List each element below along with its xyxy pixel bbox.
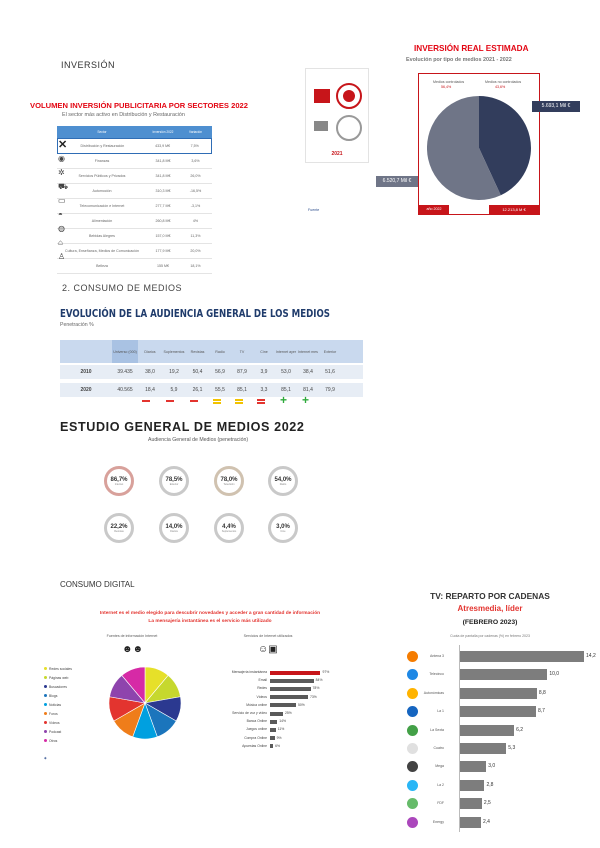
egm-title: ESTUDIO GENERAL DE MEDIOS 2022 <box>60 420 305 434</box>
tv-bar <box>460 706 536 717</box>
egm-circle <box>104 513 134 543</box>
tv-subtitle: Atresmedia, líder <box>457 604 523 613</box>
tv-bar-value: 8,8 <box>538 689 546 696</box>
digital-bar-value: 97% <box>322 670 330 674</box>
tv-bar <box>460 651 584 662</box>
header-sector: Sector <box>97 130 107 134</box>
legend-dot-icon <box>44 676 47 679</box>
tv-bar <box>460 725 514 736</box>
col-cine: Cine <box>260 349 268 354</box>
cell-internet-mes: 81,4 <box>303 387 313 393</box>
cell-internet-ayer: 53,0 <box>281 369 291 375</box>
row-year: 2020 <box>80 387 92 393</box>
digital-bar-label: Email <box>258 678 267 683</box>
audiencia-row-2010 <box>60 365 363 379</box>
cell-sector: Bebidas Alegres <box>89 234 115 238</box>
cell-variacion: 20,0% <box>190 249 201 253</box>
tv-bar-label: FDF <box>437 801 444 806</box>
legend-dot-icon <box>44 703 47 706</box>
people-icon: ☻☻ <box>122 644 144 655</box>
trend-equal-icon <box>235 402 243 404</box>
egm-label: Revistas <box>114 529 124 533</box>
section-consumo-heading: 2. CONSUMO DE MEDIOS <box>62 283 183 293</box>
inv-real-subtitle: Evolución por tipo de medios 2021 - 2022 <box>406 57 512 63</box>
legend-no-controlados: Medios no controlados <box>485 80 522 84</box>
cell-variacion: 3,6% <box>191 159 200 163</box>
cell-inversion: 155 M€ <box>157 264 169 268</box>
tv-bar-value: 2,5 <box>483 800 491 807</box>
tv-bar-value: 8,7 <box>537 708 545 715</box>
inv-sectores-subtitle: El sector más activo en Distribución y Restauración <box>62 112 185 118</box>
legend-dot-icon <box>44 721 47 724</box>
controlados-swatch <box>314 89 330 103</box>
audiencia-header <box>60 340 363 363</box>
pie-legend <box>44 664 106 745</box>
tv-bar <box>460 743 506 754</box>
egm-circle <box>159 466 189 496</box>
trend-equal-icon <box>213 399 221 401</box>
pie-legend-item <box>44 718 106 727</box>
inv-table-row <box>57 184 212 199</box>
cell-inversion: 341,8 M€ <box>155 174 171 178</box>
legend-label: Redes sociales <box>49 666 72 671</box>
egm-label: Cine <box>280 529 286 533</box>
legend-dot-icon <box>44 730 47 733</box>
cell-inversion: 341,8 M€ <box>155 159 171 163</box>
inv-real-chart <box>418 73 540 215</box>
col-suplementos: Suplementos <box>163 349 185 354</box>
cell-inversion: 260,8 M€ <box>155 219 171 223</box>
audiencia-subtitle: Penetración % <box>60 322 94 328</box>
chat-icon: ☺▣ <box>258 644 278 655</box>
tv-bar-label: Energy <box>432 819 444 824</box>
egm-subtitle: Audiencia General de Medios (penetración) <box>148 437 249 443</box>
cell-tv: 85,1 <box>237 387 247 393</box>
cell-sector: Distribución y Restauración <box>80 144 125 148</box>
callout-right: 5.693,1 Mil € <box>532 101 580 112</box>
sector-icons <box>58 138 70 264</box>
tv-bar-value: 14,2 <box>586 653 596 659</box>
tv-bar-value: 5,3 <box>508 745 516 751</box>
cell-sector: Servicios Públicos y Privados <box>78 174 126 178</box>
beauty-icon: ♙ <box>58 252 66 261</box>
cell-universo: 40.565 <box>117 387 133 393</box>
egm-circle <box>104 466 134 496</box>
egm-label: Exterior <box>169 482 179 486</box>
digital-bar-value: 78% <box>312 686 320 691</box>
egm-value: 3,0% <box>276 523 290 530</box>
pie-legend-item <box>44 691 106 700</box>
tv-bar <box>460 688 537 699</box>
digital-bar <box>270 695 308 699</box>
tv-period: (FEBRERO 2023) <box>462 619 518 626</box>
pie-legend-item <box>44 709 106 718</box>
tv-bar <box>460 780 484 791</box>
cell-sector: Alimentación <box>91 219 113 223</box>
digital-bar-value: 73% <box>309 694 317 699</box>
tv-bar-value: 10,0 <box>549 671 560 678</box>
cell-sector: Telecomunicación e Internet <box>79 204 125 208</box>
legend-label: Vídeos <box>49 720 60 725</box>
legend-controlados: Medios controlados <box>433 80 465 84</box>
col-internet-ayer: Internet ayer <box>275 349 297 354</box>
inv-sectores-title: VOLUMEN INVERSIÓN PUBLICITARIA POR SECTORES 2022 <box>30 101 249 110</box>
cell-exterior: 51,6 <box>325 369 335 375</box>
digital-bar <box>270 671 320 675</box>
tv-bar-label: Cuatro <box>433 746 444 750</box>
cell-diarios: 38,0 <box>145 369 155 375</box>
digital-bar-label: Vídeos <box>256 694 267 699</box>
inv-table-row <box>57 169 212 184</box>
egm-value: 78,5% <box>165 476 183 483</box>
digital-bar <box>270 687 311 691</box>
cell-inversion: 277,7 M€ <box>155 204 171 208</box>
tv-bar-label: Telecinco <box>429 672 444 677</box>
cell-sector: Automoción <box>92 189 112 193</box>
legend-controlados-pct: 56,4% <box>441 85 452 89</box>
cell-diarios: 18,4 <box>145 387 155 393</box>
inv-table-row <box>57 138 212 154</box>
digital-bar <box>270 728 276 732</box>
cell-internet-mes: 38,4 <box>303 369 313 375</box>
egm-circle <box>214 513 244 543</box>
legend-dot-icon <box>44 694 47 697</box>
digital-bar-label: Mensajería instantánea <box>231 670 267 674</box>
drinks-icon: ◍ <box>58 224 65 233</box>
legend-label: Noticias <box>49 702 62 707</box>
food-icon: ◓ <box>58 210 63 219</box>
egm-label: Internet <box>114 482 124 486</box>
year-2021: 2021 <box>331 151 343 157</box>
col-internet-mes: Internet mes <box>298 349 318 354</box>
trend-down-icon <box>190 400 198 402</box>
cell-suplementos: 19,2 <box>169 369 179 375</box>
footer-total: 12.213,8 M € <box>489 205 539 214</box>
tv-bar-value: 2,4 <box>482 818 490 825</box>
row-year: 2010 <box>80 369 92 375</box>
egm-circle <box>214 466 244 496</box>
digital-bar-value: 6% <box>275 743 281 748</box>
tv-bar-value: 6,2 <box>516 726 524 733</box>
egm-label: Televisión <box>223 482 235 486</box>
egm-circle <box>268 513 298 543</box>
trend-up-icon: + <box>302 393 310 407</box>
digital-bar <box>270 712 283 716</box>
legend-label: Blogs <box>49 693 58 698</box>
trend-down-icon <box>142 400 150 402</box>
pie-legend-item <box>44 673 106 682</box>
digital-bar-value: 84% <box>315 678 323 683</box>
digital-headline-1: Internet es el medio elegido para descubrir novedades y acceder a gran cantidad de información <box>99 611 321 616</box>
audiencia-title: EVOLUCIÓN DE LA AUDIENCIA GENERAL DE LOS MEDIOS <box>60 308 330 320</box>
cell-inversion: 433,9 M€ <box>155 144 171 148</box>
digital-bar-value: 14% <box>279 719 287 724</box>
pie-legend-item <box>44 700 106 709</box>
trend-equal-down-icon <box>257 402 265 404</box>
digital-bar <box>270 736 275 740</box>
egm-label: Diarios <box>170 529 178 533</box>
cell-tv: 87,9 <box>237 369 247 375</box>
inv-real-title: INVERSIÓN REAL ESTIMADA <box>414 44 529 53</box>
digital-headline-2: La mensajería instantánea es el servicio más utilizado <box>148 619 272 624</box>
col-exterior: Exterior <box>323 349 337 354</box>
audiencia-row-2020 <box>60 383 363 397</box>
cell-exterior: 79,9 <box>325 387 335 393</box>
egm-value: 54,0% <box>274 476 292 483</box>
cell-variacion: 7,5% <box>190 144 199 148</box>
telecom-icon: ▭ <box>58 196 66 205</box>
inv-source: Fuente <box>308 208 320 212</box>
inv-table-row <box>57 214 212 229</box>
header-inversion: Inversión 2022 <box>152 130 174 134</box>
tv-bar-label: La Sexta <box>430 727 444 732</box>
bars-section-title: Servicios de Internet utilizados <box>243 634 293 638</box>
tv-note: Cuota de pantalla por cadenas (%) en febrero 2023 <box>450 634 530 638</box>
legend-no-controlados-pct: 43,6% <box>495 85 506 89</box>
no-controlados-ring <box>336 115 362 141</box>
cell-suplementos: 5,9 <box>170 387 178 393</box>
egm-label: Suplementos <box>221 529 237 533</box>
legend-label: Otros <box>49 738 58 743</box>
cell-sector: Cultura, Enseñanza, Medios de Comunicación <box>65 249 139 253</box>
digital-bar-label: Juegos online <box>246 727 267 732</box>
cell-variacion: 18,1% <box>190 264 201 268</box>
header-variacion: Variación <box>188 130 203 134</box>
cell-sector: Finanzas <box>94 159 110 163</box>
digital-bar-label: Música online <box>246 702 267 707</box>
digital-bar <box>270 703 296 707</box>
cell-radio: 55,5 <box>215 387 225 393</box>
cell-universo: 39.435 <box>117 369 133 375</box>
controlados-ring <box>336 83 362 109</box>
egm-label: Radio <box>279 482 287 486</box>
egm-value: 4,4% <box>222 523 236 530</box>
cell-variacion: 11,3% <box>190 234 201 238</box>
finance-icon: ◉ <box>58 154 65 163</box>
legend-dot-icon <box>44 739 47 742</box>
services-icon: ✲ <box>58 168 65 177</box>
digital-bar-value: 11% <box>277 727 285 732</box>
trend-equal-icon <box>213 402 221 404</box>
cell-variacion: -16,5% <box>189 189 202 193</box>
tv-bar-label: La 1 <box>437 709 444 714</box>
digital-bar-value: 25% <box>285 711 292 715</box>
digital-bar <box>270 744 273 748</box>
footer-year: año 2022 <box>419 205 449 214</box>
tv-title: TV: REPARTO POR CADENAS <box>430 591 550 601</box>
legend-dot-icon <box>44 667 47 670</box>
cell-inversion: 310,3 M€ <box>155 189 171 193</box>
legend-dot-icon <box>44 685 47 688</box>
cell-inversion: 177,9 M€ <box>155 249 171 253</box>
col-tv: TV <box>239 349 245 354</box>
egm-circle <box>159 513 189 543</box>
tv-bar-label: Antena 3 <box>429 654 444 658</box>
inv-table-row <box>57 154 212 169</box>
digital-bar-label: Servicio de voz y vídeo <box>232 711 267 715</box>
pie-legend-item <box>44 727 106 736</box>
callout-left: 6.520,7 Mil € <box>376 176 418 187</box>
digital-bar-label: Redes <box>257 686 267 691</box>
trend-equal-down-icon <box>257 399 265 401</box>
egm-value: 86,7% <box>110 476 128 483</box>
inv-table-row <box>57 244 212 259</box>
digital-pie <box>108 666 182 740</box>
inv-2021-card <box>305 68 369 163</box>
legend-label: Buscadores <box>49 684 67 689</box>
digital-bar-label: Compra Online <box>244 735 267 740</box>
cell-radio: 56,9 <box>215 369 225 375</box>
trend-up-icon: + <box>280 393 288 407</box>
col-diarios: Diarios <box>144 349 156 354</box>
inv-table-row <box>57 259 212 274</box>
col-universo: Universo (000) <box>112 340 138 363</box>
digital-bar-label: Banca Online <box>246 719 267 724</box>
trend-equal-icon <box>235 399 243 401</box>
inv-table-row <box>57 229 212 244</box>
digital-bar <box>270 720 277 724</box>
tv-bar-label: Mega <box>435 764 444 769</box>
inv-real-pie <box>427 96 531 200</box>
legend-label: Páginas web <box>49 675 69 680</box>
pie-legend-item <box>44 736 106 745</box>
cell-variacion: 4% <box>192 219 199 223</box>
cell-sector: Belleza <box>96 264 108 268</box>
cell-cine: 3,3 <box>260 387 268 393</box>
pie-legend-item <box>44 664 106 673</box>
inv-table-row <box>57 199 212 214</box>
egm-value: 22,2% <box>110 523 128 530</box>
egm-value: 14,0% <box>165 523 183 530</box>
legend-label: Foros <box>49 711 58 716</box>
tv-bar-label: Autonómicas <box>423 690 444 695</box>
egm-circle <box>268 466 298 496</box>
pie-section-title: Fuentes de información Internet <box>106 634 158 638</box>
digital-bar-value: 50% <box>298 702 305 707</box>
tv-bar <box>460 798 482 809</box>
tv-bar <box>460 669 547 680</box>
cell-internet-ayer: 85,1 <box>281 387 291 393</box>
pie-legend-item <box>44 682 106 691</box>
no-controlados-swatch <box>314 121 328 131</box>
trend-down-icon <box>166 400 174 402</box>
digital-bar <box>270 679 314 683</box>
digital-section-heading: CONSUMO DIGITAL <box>60 580 135 589</box>
tv-bar <box>460 761 486 772</box>
digital-source-logo: ◈ <box>44 756 47 760</box>
tv-bar-value: 3,0 <box>488 763 496 770</box>
car-icon: ⛟ <box>58 182 69 191</box>
digital-bar-label: Apuestas Online <box>242 743 267 748</box>
inv-sectores-table <box>57 126 212 274</box>
legend-dot-icon <box>44 712 47 715</box>
cell-variacion: 26,0% <box>190 174 201 178</box>
col-revistas: Revistas <box>190 349 205 354</box>
egm-value: 78,0% <box>220 476 238 483</box>
cell-variacion: -3,1% <box>190 204 201 208</box>
cell-revistas: 50,4 <box>192 369 203 375</box>
col-radio: Radio <box>215 349 225 354</box>
culture-icon: ⌂ <box>58 238 63 247</box>
tv-bar-label: La 2 <box>437 782 444 787</box>
cell-inversion: 157,0 M€ <box>155 234 171 238</box>
digital-bar-value: 9% <box>276 735 282 740</box>
tv-bar <box>460 817 481 828</box>
legend-label: Podcast <box>49 729 62 734</box>
tv-bar-value: 2,8 <box>486 781 494 788</box>
restaurant-icon: ✕ <box>58 139 68 151</box>
cell-revistas: 26,1 <box>192 387 203 393</box>
cell-cine: 3,9 <box>260 369 268 375</box>
inv-table-header <box>57 126 212 138</box>
section-inversion-heading: INVERSIÓN <box>61 60 116 70</box>
